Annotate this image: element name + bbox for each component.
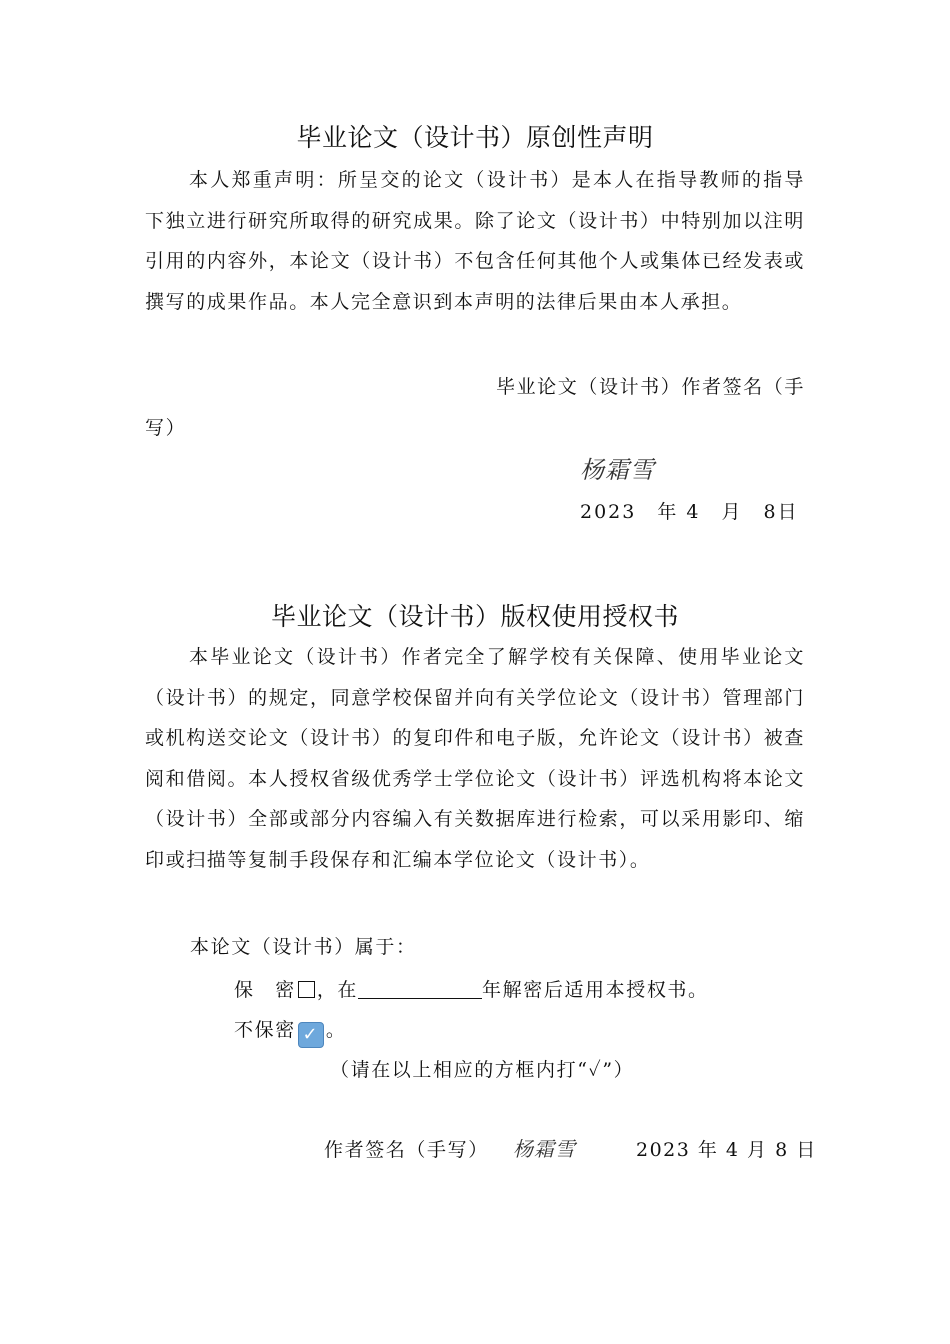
secret-mid-text: ，在: [316, 979, 359, 1001]
secret-suffix-text: 年解密后适用本授权书。: [482, 979, 709, 1001]
belongs-label: 本论文（设计书）属于：: [190, 936, 417, 958]
authorization-title: 毕业论文（设计书）版权使用授权书: [270, 602, 679, 631]
declaration-sign-label: 毕业论文（设计书）作者签名（手: [495, 376, 805, 398]
declaration-handwritten-signature: 杨霜雪: [580, 456, 655, 484]
not-secret-checkbox-checked[interactable]: [298, 1022, 324, 1048]
declaration-date: 2023 年 4 月 8日: [580, 501, 799, 523]
declassify-year-blank[interactable]: [358, 978, 482, 999]
author-sign-label: 作者签名（手写）: [324, 1139, 489, 1161]
not-secret-suffix: 。: [325, 1019, 347, 1041]
authorization-paragraph: 本毕业论文（设计书）作者完全了解学校有关保障、使用毕业论文（设计书）的规定，同意学校保留并向有关学位论文（设计书）管理部门或机构送交论文（设计书）的复印件和电子版，允许论文（设计书）被查阅和借阅。本人授权省级优秀学士学位论文（设计书）评选机构将本论文（设计书）全部或部分内容编入有关数据库进行检索，可以采用影印、缩印或扫描等复制手段保存和汇编本学位论文（设计书）。: [145, 646, 805, 871]
not-secret-option: [234, 1015, 346, 1048]
not-secret-label: 不保密: [234, 1019, 296, 1041]
authorization-date: 2023 年 4 月 8 日: [636, 1139, 817, 1161]
declaration-paragraph: 本人郑重声明：所呈交的论文（设计书）是本人在指导教师的指导下独立进行研究所取得的研究成果。除了论文（设计书）中特别加以注明引用的内容外，本论文（设计书）不包含任何其他个人或集体已经发表或撰写的成果作品。本人完全意识到本声明的法律后果由本人承担。: [145, 169, 805, 313]
checkbox-note: （请在以上相应的方框内打“✓”）: [330, 1059, 635, 1081]
secret-option: [234, 975, 709, 1002]
check-icon: ✓: [302, 1024, 320, 1045]
authorization-handwritten-signature: 杨霜雪: [513, 1137, 576, 1161]
declaration-title: 毕业论文（设计书）原创性声明: [296, 123, 654, 152]
declaration-sign-label-cont: 写）: [145, 417, 187, 439]
secret-label: 保 密: [234, 979, 296, 1001]
secret-checkbox[interactable]: [298, 981, 315, 998]
